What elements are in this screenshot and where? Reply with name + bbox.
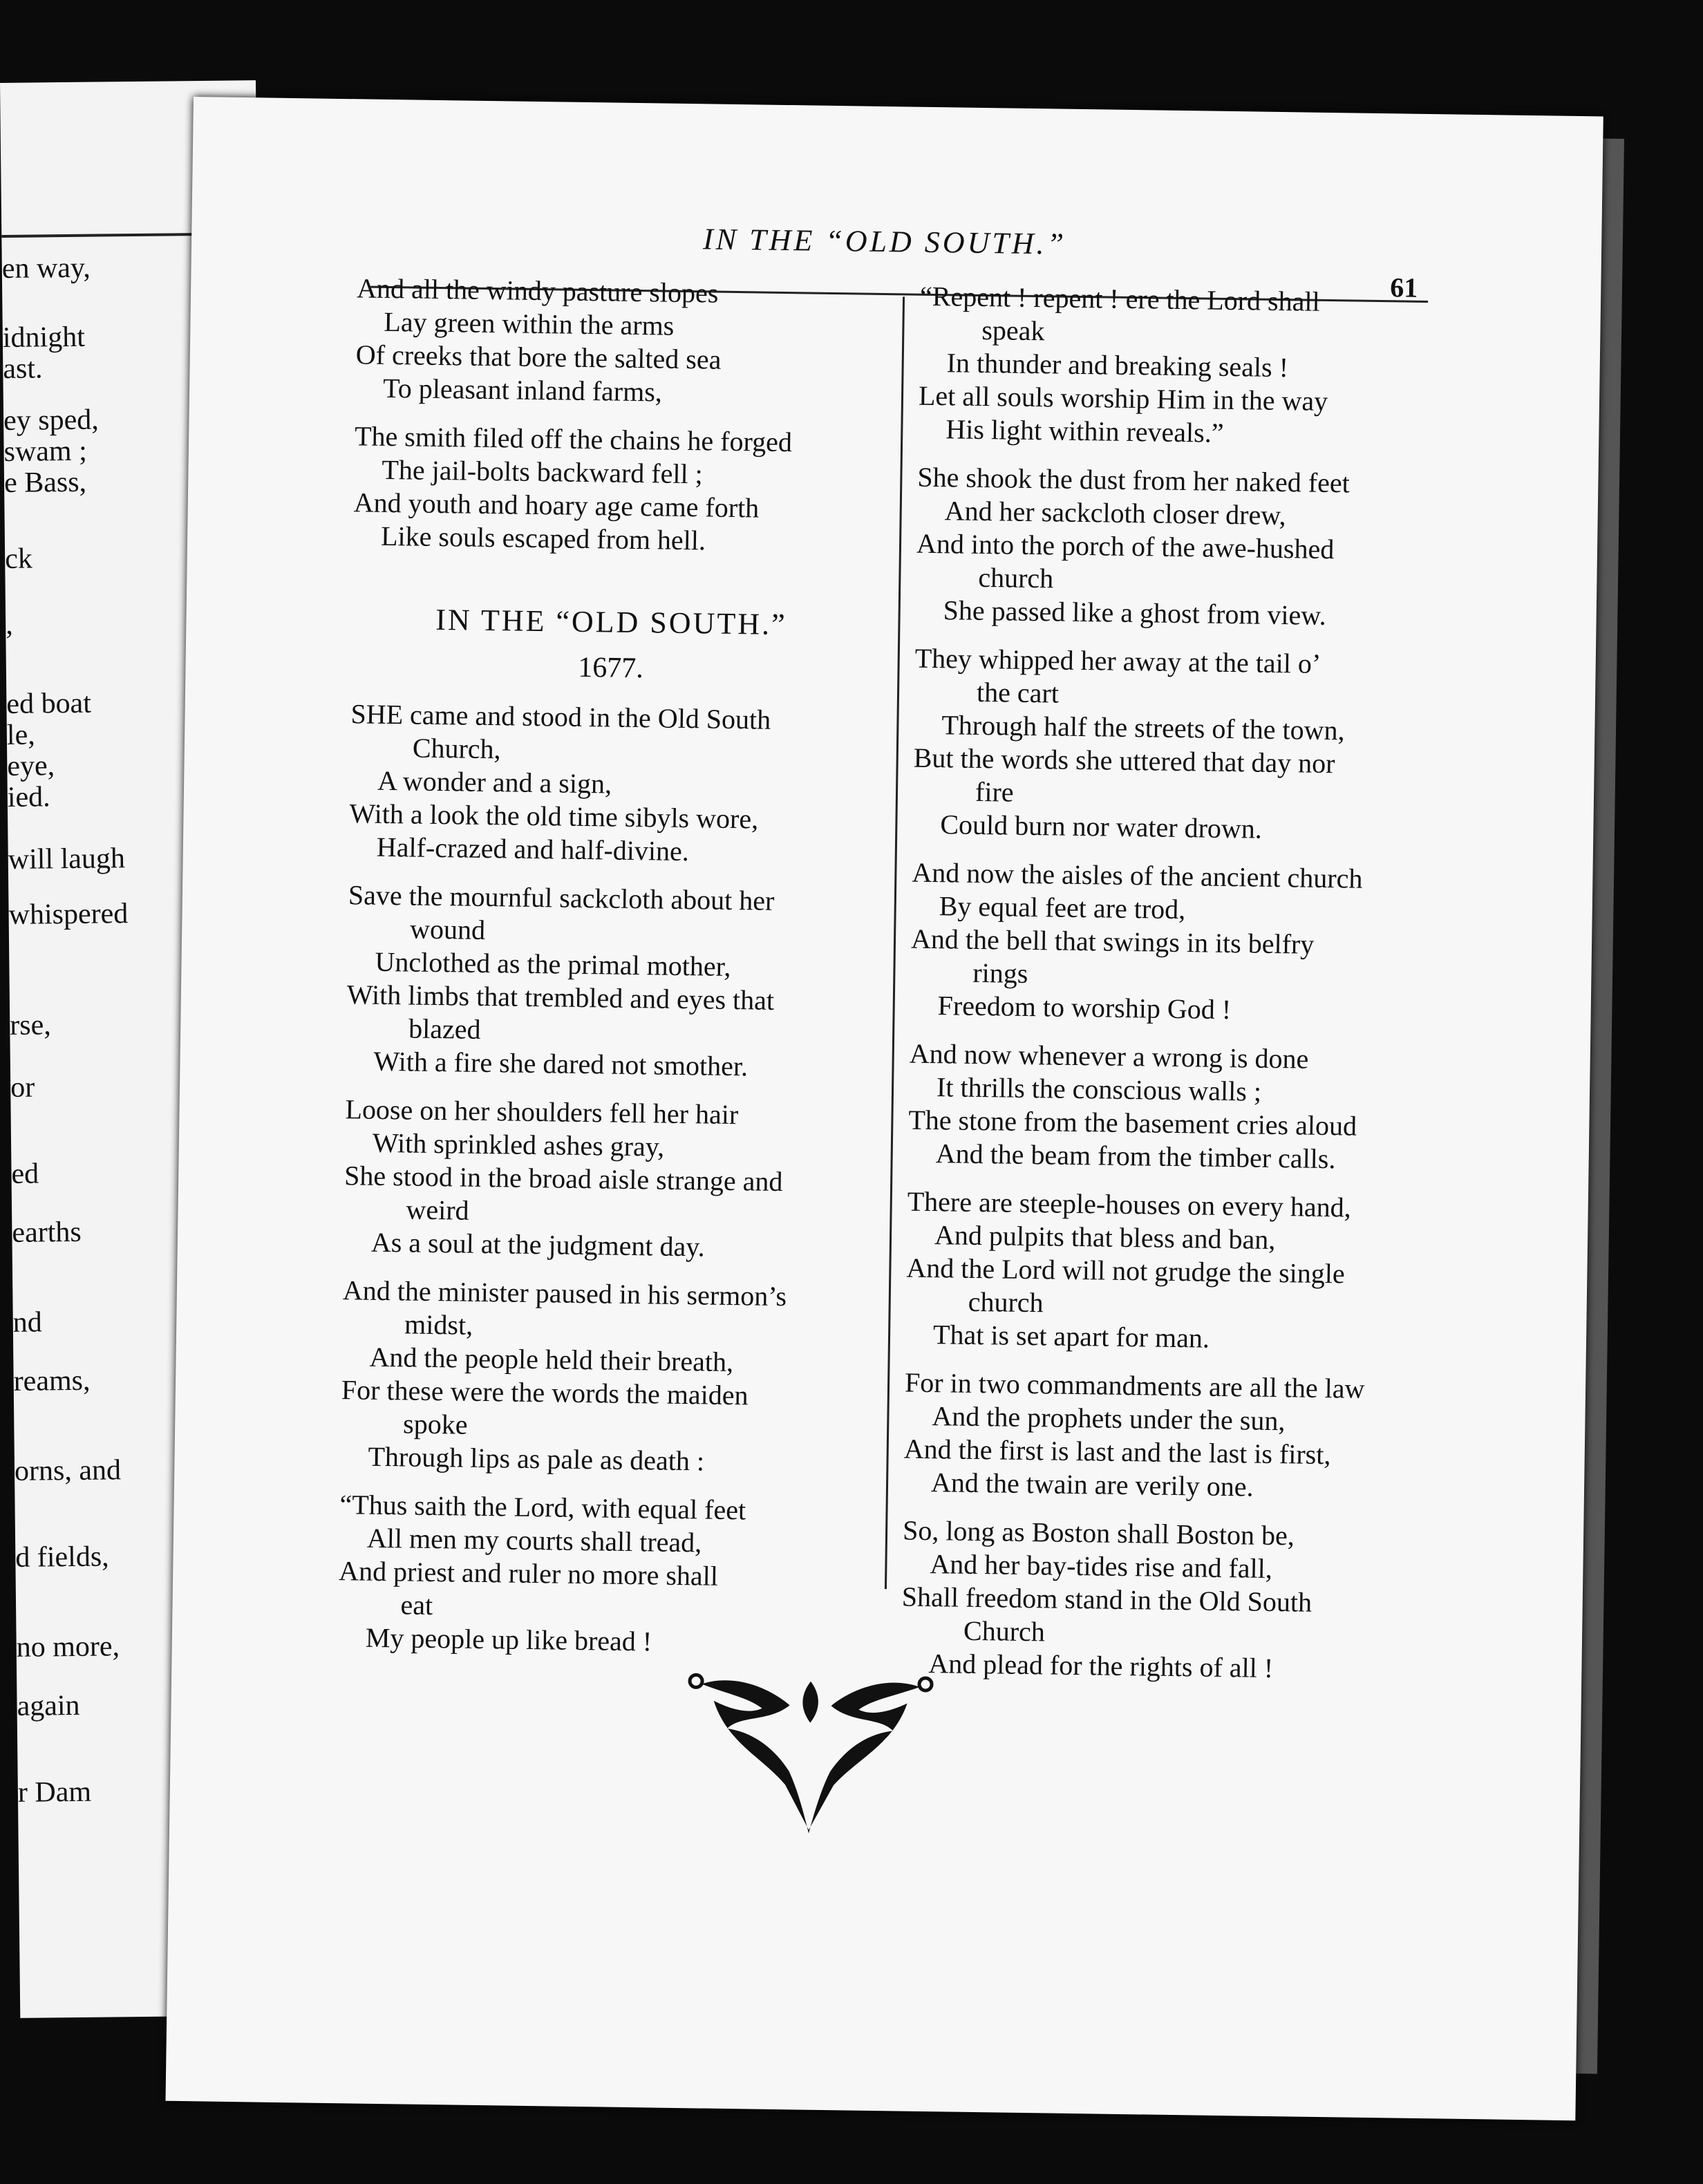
verse-line: To pleasant inland farms, — [382, 372, 663, 408]
verse-line: Loose on her shoulders fell her hair — [345, 1093, 739, 1131]
stanza — [918, 280, 1445, 453]
book-page — [166, 97, 1603, 2120]
facing-page-line: ed boat — [6, 687, 92, 720]
stanza — [355, 272, 876, 411]
verse-line: “Repent ! repent ! ere the Lord shall — [919, 280, 1320, 317]
stanza — [344, 1093, 864, 1265]
verse-line: And the people held their breath, — [369, 1341, 734, 1378]
verse-line: And now whenever a wrong is done — [909, 1037, 1309, 1075]
verse-line: Could burn nor water drown. — [940, 809, 1263, 845]
facing-page-line: again — [17, 1689, 80, 1722]
verse-line: As a soul at the judgment day. — [370, 1226, 706, 1263]
verse-line: Church, — [412, 732, 501, 765]
facing-page-line: no more, — [16, 1630, 120, 1664]
facing-page-line: e Bass, — [3, 466, 87, 499]
verse-line: Half-crazed and half-divine. — [376, 831, 690, 867]
verse-line: His light within reveals.” — [945, 413, 1224, 449]
ornament-icon — [684, 1666, 935, 1842]
verse-line: wound — [409, 913, 486, 946]
verse-line: She stood in the broad aisle strange and — [344, 1160, 783, 1198]
right-column — [901, 280, 1446, 1702]
stanza — [901, 1514, 1428, 1688]
verse-line: They whipped her away at the tail o’ — [914, 642, 1321, 679]
verse-line: With sprinkled ashes gray, — [372, 1127, 665, 1162]
verse-line: “Thus saith the Lord, with equal feet — [339, 1489, 746, 1526]
verse-line: Save the mournful sackcloth about her — [348, 879, 775, 916]
stanza — [340, 1274, 861, 1480]
poem-title: IN THE “OLD SOUTH.” — [435, 602, 787, 642]
verse-line: A wonder and a sign, — [377, 764, 612, 800]
running-head: IN THE “OLD SOUTH.” — [702, 222, 1067, 261]
verse-line: My people up like bread ! — [365, 1621, 652, 1657]
stanza — [915, 461, 1442, 634]
verse-line: And the beam from the timber calls. — [935, 1138, 1336, 1175]
verse-line: And her sackcloth closer drew, — [944, 495, 1286, 531]
verse-line: church — [968, 1286, 1044, 1319]
facing-page-line: , — [5, 608, 13, 641]
facing-page-line: ast. — [3, 352, 43, 385]
stanza — [353, 420, 874, 559]
verse-line: And all the windy pasture slopes — [356, 272, 719, 309]
verse-line: But the words she uttered that day nor — [913, 742, 1335, 780]
verse-line: The stone from the basement cries aloud — [908, 1104, 1357, 1142]
facing-page-line: earths — [12, 1216, 82, 1249]
facing-page-line: ey sped, — [3, 404, 99, 437]
poem-year: 1677. — [577, 651, 644, 685]
facing-page-line: le, — [6, 719, 35, 751]
verse-line: And the minister paused in his sermon’s — [342, 1274, 787, 1312]
stanza — [903, 1366, 1431, 1507]
facing-page-line: eye, — [7, 750, 55, 782]
facing-page-line: r Dam — [17, 1776, 92, 1809]
verse-line: All men my courts shall tread, — [366, 1522, 702, 1559]
verse-line: That is set apart for man. — [932, 1319, 1210, 1354]
verse-line: Through lips as pale as death : — [368, 1440, 705, 1477]
stanza — [349, 697, 869, 870]
stanza — [907, 1037, 1435, 1178]
verse-line: Like souls escaped from hell. — [380, 520, 706, 556]
facing-page-line: en way, — [1, 252, 91, 285]
verse-line: For these were the words the maiden — [341, 1374, 749, 1411]
verse-line: And the prophets under the sun, — [932, 1400, 1286, 1437]
verse-line: So, long as Boston shall Boston be, — [902, 1514, 1295, 1552]
verse-line: For in two commandments are all the law — [904, 1366, 1365, 1404]
verse-line: And now the aisles of the ancient church — [912, 856, 1363, 894]
facing-page-line: nd — [12, 1306, 43, 1339]
verse-line: rings — [972, 957, 1028, 989]
verse-line: In thunder and breaking seals ! — [946, 347, 1289, 384]
verse-line: weird — [406, 1194, 469, 1226]
verse-line: There are steeple-houses on every hand, — [907, 1185, 1351, 1223]
verse-line: And pulpits that bless and ban, — [934, 1219, 1276, 1256]
facing-page-line: whispered — [8, 898, 129, 931]
verse-line: And plead for the rights of all ! — [928, 1648, 1274, 1684]
verse-line: With limbs that trembled and eyes that — [346, 979, 775, 1016]
verse-line: midst, — [404, 1308, 473, 1341]
verse-line: And the first is last and the last is first, — [903, 1433, 1331, 1471]
verse-line: And her bay-tides rise and fall, — [930, 1548, 1273, 1584]
facing-page-line: reams, — [13, 1364, 91, 1397]
facing-page-line: orns, and — [14, 1454, 122, 1487]
verse-line: With a look the old time sibyls wore, — [349, 798, 759, 835]
verse-line: Shall freedom stand in the Old South — [901, 1581, 1312, 1618]
verse-line: And the Lord will not grudge the single — [906, 1252, 1346, 1290]
facing-page-line: idnight — [2, 321, 86, 354]
verse-line: The smith filed off the chains he forged — [354, 420, 793, 458]
verse-line: church — [978, 561, 1054, 594]
left-column — [337, 272, 875, 1676]
facing-page-line: ied. — [7, 781, 50, 813]
verse-line: She passed like a ghost from view. — [943, 594, 1326, 631]
facing-page-line: swam ; — [3, 435, 87, 468]
verse-line: It thrills the conscious walls ; — [936, 1071, 1262, 1107]
stanza — [905, 1185, 1433, 1359]
verse-line: SHE came and stood in the Old South — [350, 698, 771, 735]
verse-line: Unclothed as the primal mother, — [375, 945, 731, 982]
verse-line: spoke — [402, 1408, 468, 1440]
verse-line: fire — [975, 775, 1014, 808]
column-rule — [885, 296, 905, 1589]
verse-line: And the twain are verily one. — [930, 1467, 1254, 1503]
verse-line: Of creeks that bore the salted sea — [355, 339, 722, 375]
stanza — [912, 642, 1440, 849]
verse-line: the cart — [976, 676, 1060, 709]
stanza — [910, 856, 1437, 1030]
verse-line: Church — [963, 1615, 1046, 1648]
stanza — [346, 878, 867, 1084]
verse-line: The jail-bolts backward fell ; — [382, 453, 704, 490]
verse-line: And priest and ruler no more shall — [338, 1555, 719, 1592]
verse-line: And the bell that swings in its belfry — [910, 923, 1315, 960]
stanza — [338, 1488, 858, 1661]
facing-page-line: or — [10, 1071, 35, 1104]
verse-line: And youth and hoary age came forth — [353, 487, 760, 524]
verse-line: Let all souls worship Him in the way — [918, 379, 1328, 417]
facing-page-line: rse, — [10, 1009, 52, 1042]
verse-line: By equal feet are trod, — [939, 890, 1186, 925]
verse-line: blazed — [408, 1013, 481, 1045]
facing-page-line: ck — [4, 543, 33, 575]
verse-line: speak — [981, 314, 1045, 347]
facing-page-line: d fields, — [15, 1541, 109, 1574]
verse-line: And into the porch of the awe-hushed — [916, 527, 1335, 565]
verse-line: Lay green within the arms — [384, 305, 675, 341]
verse-line: She shook the dust from her naked feet — [917, 461, 1351, 499]
facing-page-line: ed — [11, 1158, 39, 1190]
verse-line: Freedom to worship God ! — [937, 990, 1232, 1026]
page-number: 61 — [1390, 272, 1418, 303]
verse-line: Through half the streets of the town, — [941, 709, 1345, 746]
verse-line: With a fire she dared not smother. — [373, 1045, 749, 1082]
verse-line: eat — [400, 1589, 433, 1621]
facing-page-line: will laugh — [8, 842, 126, 876]
